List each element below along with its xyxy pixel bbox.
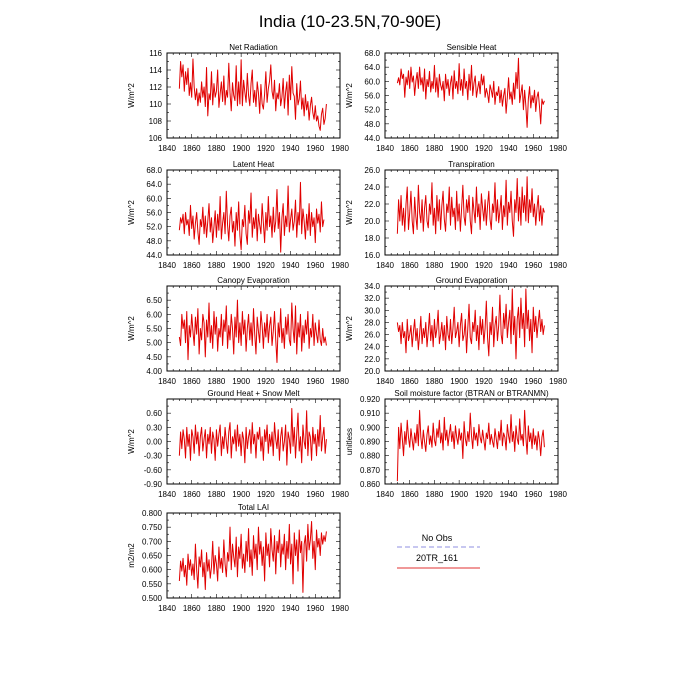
series-line-20tr-161 — [179, 408, 326, 465]
y-tick-label: 28.0 — [364, 318, 380, 328]
y-tick-label: 22.0 — [364, 354, 380, 364]
y-tick-label: 0.800 — [141, 509, 162, 518]
legend-label-20tr-161: 20TR_161 — [415, 553, 459, 563]
y-tick-label: 0.870 — [359, 465, 380, 475]
x-tick-label: 1920 — [474, 377, 493, 386]
y-tick-label: 0.00 — [146, 437, 162, 447]
y-axis-label: W/m^2 — [345, 316, 354, 341]
x-tick-label: 1960 — [306, 377, 325, 386]
series-line-20tr-161 — [179, 522, 326, 593]
x-tick-label: 1980 — [331, 144, 349, 153]
y-tick-label: 0.910 — [359, 409, 380, 419]
x-tick-label: 1840 — [158, 144, 176, 153]
y-tick-label: 0.700 — [141, 537, 162, 547]
x-tick-label: 1920 — [256, 490, 275, 499]
y-tick-label: 30.0 — [364, 306, 380, 316]
y-tick-label: 34.0 — [364, 282, 380, 291]
y-tick-label: 52.0 — [364, 105, 380, 115]
y-tick-label: 5.00 — [146, 338, 162, 348]
panel-soil-moisture-factor-btran-or-btranmn — [345, 389, 567, 499]
x-tick-label: 1900 — [232, 490, 251, 499]
series-line-20tr-161 — [397, 410, 544, 481]
x-tick-label: 1960 — [306, 604, 325, 613]
x-tick-label: 1880 — [207, 490, 226, 499]
x-tick-label: 1900 — [450, 377, 469, 386]
x-tick-label: 1980 — [331, 604, 349, 613]
x-tick-label: 1900 — [232, 144, 251, 153]
series-line-20tr-161 — [397, 289, 544, 359]
y-axis-label: W/m^2 — [345, 200, 354, 225]
y-tick-label: 0.600 — [141, 565, 162, 575]
x-tick-label: 1900 — [450, 261, 469, 270]
x-tick-label: 1880 — [207, 144, 226, 153]
x-tick-label: 1840 — [376, 490, 394, 499]
panel-title: Ground Heat + Snow Melt — [207, 389, 300, 398]
y-tick-label: 52.0 — [146, 222, 162, 232]
y-axis-label: m2/m2 — [127, 543, 136, 568]
panel-transpiration — [345, 160, 567, 270]
y-tick-label: 16.0 — [364, 251, 380, 260]
panel-ground-heat-snow-melt — [127, 389, 349, 499]
x-tick-label: 1860 — [182, 604, 201, 613]
x-tick-label: 1960 — [524, 490, 543, 499]
x-tick-label: 1960 — [306, 144, 325, 153]
y-axis-label: W/m^2 — [127, 316, 136, 341]
figure-title: India (10-23.5N,70-90E) — [258, 12, 442, 31]
y-tick-label: 0.890 — [359, 437, 380, 447]
panel-title: Total LAI — [237, 503, 270, 512]
x-tick-label: 1840 — [376, 377, 394, 386]
y-tick-label: -0.60 — [143, 465, 162, 475]
x-tick-label: 1900 — [232, 604, 251, 613]
x-tick-label: 1860 — [400, 377, 419, 386]
x-tick-label: 1960 — [524, 377, 543, 386]
x-tick-label: 1940 — [281, 490, 300, 499]
y-tick-label: 24.0 — [364, 342, 380, 352]
y-tick-label: 60.0 — [364, 77, 380, 87]
series-line-20tr-161 — [397, 58, 544, 127]
x-tick-label: 1920 — [256, 604, 275, 613]
y-tick-label: 108 — [148, 117, 162, 126]
legend — [397, 533, 480, 568]
plot-frame — [385, 170, 558, 255]
x-tick-label: 1940 — [499, 377, 518, 386]
y-tick-label: 114 — [149, 66, 162, 75]
y-tick-label: 60.0 — [146, 194, 162, 204]
x-tick-label: 1940 — [281, 261, 300, 270]
panel-ground-evaporation — [345, 276, 567, 386]
x-tick-label: 1900 — [232, 377, 251, 386]
x-tick-label: 1840 — [158, 261, 176, 270]
x-tick-label: 1940 — [281, 604, 300, 613]
x-tick-label: 1980 — [331, 261, 349, 270]
series-line-20tr-161 — [179, 59, 326, 130]
y-tick-label: 0.650 — [141, 551, 162, 561]
x-tick-label: 1960 — [306, 490, 325, 499]
y-tick-label: 32.0 — [364, 294, 380, 304]
x-tick-label: 1860 — [182, 377, 201, 386]
y-tick-label: 0.30 — [146, 423, 162, 433]
x-tick-label: 1880 — [425, 377, 444, 386]
y-tick-label: 48.0 — [146, 236, 162, 246]
y-tick-label: 26.0 — [364, 330, 380, 340]
y-tick-label: -0.90 — [143, 480, 162, 489]
panel-title: Canopy Evaporation — [217, 276, 290, 285]
x-tick-label: 1880 — [425, 490, 444, 499]
x-tick-label: 1920 — [256, 261, 275, 270]
y-axis-label: unitless — [345, 427, 354, 456]
y-tick-label: 68.0 — [364, 49, 380, 58]
y-tick-label: 0.900 — [359, 423, 380, 433]
y-tick-label: 112 — [149, 83, 162, 92]
y-tick-label: 116 — [149, 49, 162, 58]
panel-title: Transpiration — [448, 160, 495, 169]
y-axis-label: W/m^2 — [127, 200, 136, 225]
x-tick-label: 1860 — [400, 490, 419, 499]
panel-title: Latent Heat — [232, 160, 275, 169]
series-line-20tr-161 — [179, 182, 324, 252]
x-tick-label: 1980 — [549, 377, 567, 386]
x-tick-label: 1960 — [524, 144, 543, 153]
y-tick-label: 18.0 — [364, 234, 380, 243]
x-tick-label: 1960 — [306, 261, 325, 270]
y-tick-label: 4.00 — [146, 367, 162, 376]
y-tick-label: 0.750 — [141, 523, 162, 533]
y-axis-label: W/m^2 — [127, 83, 136, 108]
x-tick-label: 1920 — [474, 144, 493, 153]
y-tick-label: 106 — [148, 134, 162, 143]
plot-frame — [167, 170, 340, 255]
x-tick-label: 1840 — [158, 490, 176, 499]
y-tick-label: 5.50 — [146, 324, 162, 334]
panel-title: Soil moisture factor (BTRAN or BTRANMN) — [394, 389, 549, 398]
panel-title: Net Radiation — [229, 43, 278, 52]
x-tick-label: 1940 — [499, 144, 518, 153]
x-tick-label: 1980 — [331, 490, 349, 499]
y-tick-label: 56.0 — [364, 91, 380, 101]
panel-sensible-heat — [345, 43, 567, 153]
x-tick-label: 1980 — [549, 144, 567, 153]
y-tick-label: 64.0 — [364, 63, 380, 73]
y-tick-label: 44.0 — [146, 251, 162, 260]
y-tick-label: 26.0 — [364, 166, 380, 175]
y-tick-label: 0.880 — [359, 451, 380, 461]
x-tick-label: 1980 — [549, 490, 567, 499]
y-tick-label: 56.0 — [146, 208, 162, 218]
series-line-20tr-161 — [179, 300, 326, 362]
plot-frame — [167, 513, 340, 598]
panel-title: Ground Evaporation — [435, 276, 508, 285]
x-tick-label: 1980 — [549, 261, 567, 270]
y-tick-label: 6.00 — [146, 310, 162, 320]
x-tick-label: 1860 — [400, 261, 419, 270]
panel-total-lai — [127, 503, 349, 613]
x-tick-label: 1920 — [474, 261, 493, 270]
x-tick-label: 1920 — [474, 490, 493, 499]
y-tick-label: 22.0 — [364, 200, 380, 209]
panels — [127, 43, 567, 613]
panel-title: Sensible Heat — [446, 43, 497, 52]
y-tick-label: 44.0 — [364, 134, 380, 143]
y-tick-label: 24.0 — [364, 183, 380, 192]
x-tick-label: 1880 — [207, 604, 226, 613]
y-tick-label: 110 — [149, 100, 162, 109]
x-tick-label: 1840 — [158, 377, 176, 386]
y-tick-label: 0.550 — [141, 579, 162, 589]
x-tick-label: 1960 — [524, 261, 543, 270]
x-tick-label: 1940 — [499, 261, 518, 270]
x-tick-label: 1840 — [376, 144, 394, 153]
x-tick-label: 1840 — [376, 261, 394, 270]
y-tick-label: 0.500 — [141, 594, 162, 603]
x-tick-label: 1940 — [281, 377, 300, 386]
x-tick-label: 1860 — [182, 490, 201, 499]
y-tick-label: 64.0 — [146, 180, 162, 190]
x-tick-label: 1860 — [182, 261, 201, 270]
x-tick-label: 1900 — [450, 490, 469, 499]
x-tick-label: 1920 — [256, 144, 275, 153]
legend-label-no-obs: No Obs — [421, 533, 453, 543]
x-tick-label: 1860 — [182, 144, 201, 153]
x-tick-label: 1940 — [281, 144, 300, 153]
x-tick-label: 1840 — [158, 604, 176, 613]
y-tick-label: 48.0 — [364, 119, 380, 129]
x-tick-label: 1900 — [232, 261, 251, 270]
series-line-20tr-161 — [397, 177, 544, 237]
x-tick-label: 1880 — [425, 144, 444, 153]
y-tick-label: 0.60 — [146, 409, 162, 419]
x-tick-label: 1880 — [207, 261, 226, 270]
y-tick-label: 0.860 — [359, 480, 380, 489]
x-tick-label: 1980 — [331, 377, 349, 386]
panel-canopy-evaporation — [127, 276, 349, 386]
x-tick-label: 1920 — [256, 377, 275, 386]
x-tick-label: 1860 — [400, 144, 419, 153]
y-axis-label: W/m^2 — [345, 83, 354, 108]
y-tick-label: 6.50 — [146, 296, 162, 306]
y-tick-label: 0.920 — [359, 395, 380, 404]
y-tick-label: 68.0 — [146, 166, 162, 175]
panel-latent-heat — [127, 160, 349, 270]
y-tick-label: -0.30 — [143, 451, 162, 461]
y-axis-label: W/m^2 — [127, 429, 136, 454]
panel-net-radiation — [127, 43, 349, 153]
y-tick-label: 20.0 — [364, 367, 380, 376]
x-tick-label: 1880 — [207, 377, 226, 386]
x-tick-label: 1900 — [450, 144, 469, 153]
y-tick-label: 20.0 — [364, 217, 380, 226]
x-tick-label: 1880 — [425, 261, 444, 270]
x-tick-label: 1940 — [499, 490, 518, 499]
y-tick-label: 4.50 — [146, 352, 162, 362]
